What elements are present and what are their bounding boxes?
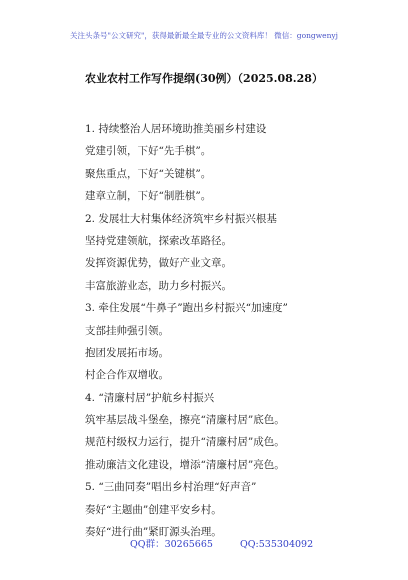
outline-item: 坚持党建领航，探索改革路径。 <box>85 234 232 247</box>
section-heading: 5. “三曲同奏”唱出乡村治理“好声音” <box>85 481 257 494</box>
outline-item: 规范村级权力运行，提升“清廉村居”成色。 <box>85 436 285 449</box>
document-body <box>85 121 385 546</box>
outline-item: 支部挂帅强引领。 <box>85 324 169 337</box>
outline-item: 奏好“主题曲”创建平安乡村。 <box>85 503 222 516</box>
section-heading: 4. “清廉村居”护航乡村振兴 <box>85 391 215 404</box>
outline-item: 抱团发展拓市场。 <box>85 346 169 359</box>
qq-group-number: QQ群：30265665 <box>130 539 213 550</box>
outline-item: 奏好“进行曲”紧盯源头治理。 <box>85 526 222 539</box>
outline-item: 村企合作双增收。 <box>85 369 169 382</box>
section-heading: 3. 牵住发展“牛鼻子”跑出乡村振兴“加速度” <box>85 302 288 315</box>
outline-item: 党建引领，下好“先手棋”。 <box>85 145 212 158</box>
outline-item: 发挥资源优势，做好产业文章。 <box>85 257 232 270</box>
footer-contact <box>130 536 313 550</box>
qq-number: QQ:535304092 <box>239 539 314 550</box>
outline-item: 推动廉洁文化建设，增添“清廉村居”亮色。 <box>85 458 285 471</box>
section-heading: 2. 发展壮大村集体经济筑牢乡村振兴根基 <box>85 212 277 225</box>
outline-item: 建章立制，下好“制胜棋”。 <box>85 190 212 203</box>
outline-item: 筑牢基层战斗堡垒，擦亮“清廉村居”底色。 <box>85 414 285 427</box>
header-note: 关注头条号"公文研究"，获得最新最全最专业的公文资料库！ 微信：gongwenyj <box>70 31 338 40</box>
document-title: 农业农村工作写作提纲(30例）（2025.08.28） <box>85 72 323 85</box>
outline-item: 聚焦重点，下好“关键棋”。 <box>85 167 212 180</box>
section-heading: 1. 持续整治人居环境助推美丽乡村建设 <box>85 123 267 135</box>
outline-item: 丰富旅游业态，助力乡村振兴。 <box>85 279 232 292</box>
